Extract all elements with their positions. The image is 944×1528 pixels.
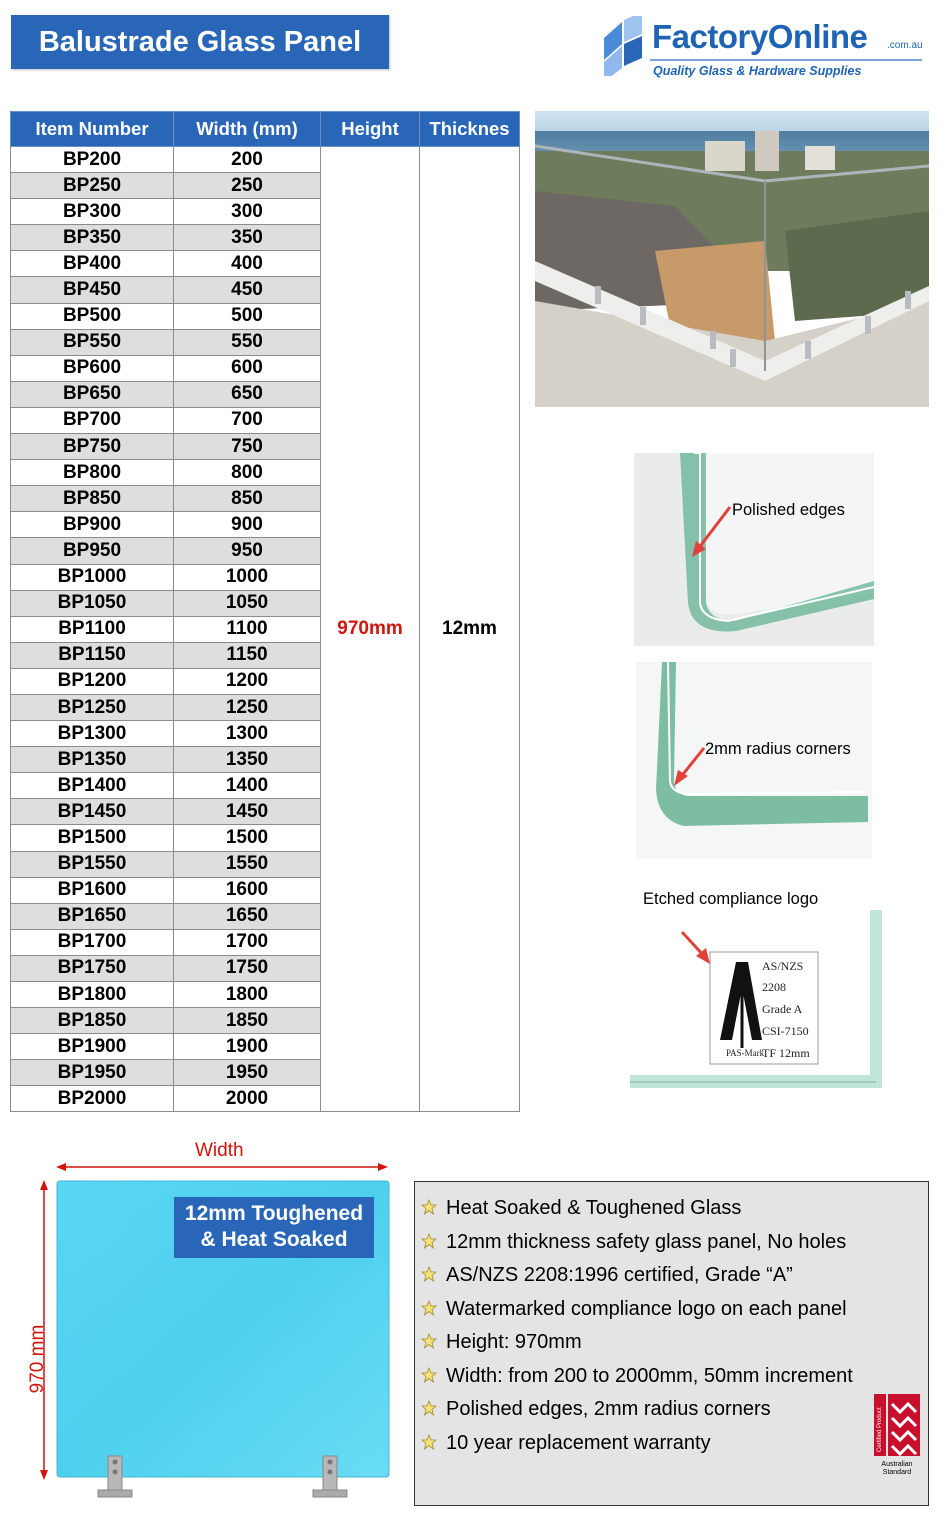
width-cell: 1650 xyxy=(174,903,321,929)
feature-item xyxy=(421,1228,918,1262)
glass-caption xyxy=(174,1197,374,1258)
feature-text: Height: 970mm xyxy=(446,1331,582,1353)
radius-corners-label: 2mm radius corners xyxy=(705,740,851,758)
table-header-row xyxy=(11,112,520,147)
width-cell: 1700 xyxy=(174,929,321,955)
width-cell: 800 xyxy=(174,460,321,486)
height-dimension-label: 970 mm xyxy=(27,1324,48,1394)
feature-item xyxy=(421,1194,918,1228)
feature-text: 10 year replacement warranty xyxy=(446,1431,711,1454)
logo-tld: .com.au xyxy=(887,40,923,51)
star-bullet-icon xyxy=(421,1333,437,1349)
width-cell: 1500 xyxy=(174,825,321,851)
star-bullet-icon xyxy=(421,1367,437,1383)
item-number-cell: BP1250 xyxy=(11,694,174,720)
item-number-cell: BP550 xyxy=(11,329,174,355)
radius-corners-image xyxy=(636,662,872,859)
table-row xyxy=(11,147,520,173)
page-title: Balustrade Glass Panel xyxy=(11,15,389,69)
item-number-cell: BP1850 xyxy=(11,1008,174,1034)
item-number-cell: BP1000 xyxy=(11,564,174,590)
width-cell: 850 xyxy=(174,486,321,512)
polished-edges-image xyxy=(634,453,874,646)
feature-text: Polished edges, 2mm radius corners xyxy=(446,1398,771,1420)
item-number-cell: BP1650 xyxy=(11,903,174,929)
height-value-cell: 970mm xyxy=(321,147,420,1112)
width-cell: 1200 xyxy=(174,668,321,694)
width-cell: 300 xyxy=(174,199,321,225)
star-bullet-icon xyxy=(421,1233,437,1249)
width-cell: 1100 xyxy=(174,616,321,642)
width-cell: 1000 xyxy=(174,564,321,590)
feature-item xyxy=(421,1429,918,1463)
thickness-value-cell: 12mm xyxy=(420,147,520,1112)
column-header-width: Width (mm) xyxy=(174,112,321,147)
width-cell: 2000 xyxy=(174,1086,321,1112)
item-number-cell: BP1600 xyxy=(11,877,174,903)
item-number-cell: BP1450 xyxy=(11,799,174,825)
factoryonline-logo[interactable] xyxy=(600,16,924,82)
width-cell: 1900 xyxy=(174,1034,321,1060)
logo-name: FactoryOnline xyxy=(652,18,868,55)
width-cell: 600 xyxy=(174,355,321,381)
star-bullet-icon xyxy=(421,1300,437,1316)
width-cell: 750 xyxy=(174,434,321,460)
stamp-line2: 2208 xyxy=(762,980,786,994)
width-cell: 1350 xyxy=(174,747,321,773)
compliance-logo-label-line1: Etched compliance logo xyxy=(643,890,819,908)
balcony-glass-photo xyxy=(535,111,929,407)
item-number-cell: BP1400 xyxy=(11,773,174,799)
item-number-cell: BP850 xyxy=(11,486,174,512)
width-cell: 450 xyxy=(174,277,321,303)
feature-text: Width: from 200 to 2000mm, 50mm increment xyxy=(446,1364,853,1387)
spec-table xyxy=(10,111,520,1112)
width-cell: 1450 xyxy=(174,799,321,825)
feature-item xyxy=(421,1261,918,1295)
item-number-cell: BP600 xyxy=(11,355,174,381)
certified-badge-text: Certified Product xyxy=(877,1407,883,1452)
stamp-line1: AS/NZS xyxy=(762,959,804,973)
width-cell: 1550 xyxy=(174,851,321,877)
width-cell: 550 xyxy=(174,329,321,355)
feature-text: AS/NZS 2208:1996 certified, Grade “A” xyxy=(446,1264,793,1286)
width-cell: 1600 xyxy=(174,877,321,903)
item-number-cell: BP1300 xyxy=(11,721,174,747)
item-number-cell: BP200 xyxy=(11,147,174,173)
item-number-cell: BP1700 xyxy=(11,929,174,955)
glass-caption-line2: & Heat Soaked xyxy=(200,1228,348,1251)
item-number-cell: BP650 xyxy=(11,381,174,407)
feature-list xyxy=(421,1194,918,1462)
glass-panel-drawing xyxy=(10,1138,400,1520)
feature-item xyxy=(421,1295,918,1329)
width-cell: 650 xyxy=(174,381,321,407)
width-cell: 500 xyxy=(174,303,321,329)
item-number-cell: BP1350 xyxy=(11,747,174,773)
width-cell: 1950 xyxy=(174,1060,321,1086)
feature-text: 12mm thickness safety glass panel, No holes xyxy=(446,1230,847,1253)
item-number-cell: BP350 xyxy=(11,225,174,251)
item-number-cell: BP1800 xyxy=(11,982,174,1008)
item-number-cell: BP1550 xyxy=(11,851,174,877)
item-number-cell: BP1100 xyxy=(11,616,174,642)
item-number-cell: BP750 xyxy=(11,434,174,460)
width-cell: 200 xyxy=(174,147,321,173)
stamp-line3: Grade A xyxy=(762,1002,803,1016)
certified-check-icon xyxy=(874,1394,920,1456)
feature-item xyxy=(421,1328,918,1362)
width-cell: 350 xyxy=(174,225,321,251)
compliance-logo-image xyxy=(630,910,900,1110)
width-cell: 400 xyxy=(174,251,321,277)
width-cell: 1800 xyxy=(174,982,321,1008)
item-number-cell: BP1500 xyxy=(11,825,174,851)
item-number-cell: BP400 xyxy=(11,251,174,277)
width-cell: 1850 xyxy=(174,1008,321,1034)
width-cell: 700 xyxy=(174,407,321,433)
width-cell: 900 xyxy=(174,512,321,538)
item-number-cell: BP950 xyxy=(11,538,174,564)
column-header-thickness: Thicknes xyxy=(420,112,520,147)
certified-standard-line3: Standard xyxy=(882,1469,912,1476)
item-number-cell: BP800 xyxy=(11,460,174,486)
features-box xyxy=(414,1181,929,1506)
star-bullet-icon xyxy=(421,1400,437,1416)
star-bullet-icon xyxy=(421,1266,437,1282)
width-cell: 1750 xyxy=(174,955,321,981)
stamp-line5: TF 12mm xyxy=(762,1046,810,1060)
stamp-line4: CSI-7150 xyxy=(762,1024,809,1038)
column-header-item-number: Item Number xyxy=(11,112,174,147)
width-cell: 1400 xyxy=(174,773,321,799)
stamp-mark: PAS-Mark xyxy=(726,1048,765,1058)
feature-text: Heat Soaked & Toughened Glass xyxy=(446,1197,742,1219)
width-cell: 1250 xyxy=(174,694,321,720)
item-number-cell: BP700 xyxy=(11,407,174,433)
logo-tagline: Quality Glass & Hardware Supplies xyxy=(653,64,862,78)
item-number-cell: BP1200 xyxy=(11,668,174,694)
item-number-cell: BP450 xyxy=(11,277,174,303)
width-dimension-label: Width xyxy=(195,1140,244,1161)
feature-item xyxy=(421,1362,918,1396)
certified-standard-line2: Australian xyxy=(881,1461,913,1468)
item-number-cell: BP500 xyxy=(11,303,174,329)
feature-item xyxy=(421,1395,918,1429)
table-body xyxy=(11,147,520,1112)
polished-edges-label: Polished edges xyxy=(732,501,845,519)
star-bullet-icon xyxy=(421,1199,437,1215)
item-number-cell: BP1150 xyxy=(11,642,174,668)
feature-text: Watermarked compliance logo on each panel xyxy=(446,1297,847,1320)
width-cell: 1300 xyxy=(174,721,321,747)
item-number-cell: BP250 xyxy=(11,173,174,199)
glass-caption-line1: 12mm Toughened xyxy=(184,1202,364,1225)
width-cell: 1050 xyxy=(174,590,321,616)
glass-panel-diagram xyxy=(10,1138,400,1520)
width-cell: 950 xyxy=(174,538,321,564)
item-number-cell: BP300 xyxy=(11,199,174,225)
item-number-cell: BP900 xyxy=(11,512,174,538)
item-number-cell: BP1950 xyxy=(11,1060,174,1086)
logo-divider xyxy=(650,59,922,61)
star-bullet-icon xyxy=(421,1434,437,1450)
item-number-cell: BP1750 xyxy=(11,955,174,981)
width-cell: 250 xyxy=(174,173,321,199)
item-number-cell: BP1050 xyxy=(11,590,174,616)
width-cell: 1150 xyxy=(174,642,321,668)
item-number-cell: BP2000 xyxy=(11,1086,174,1112)
window-logo-icon xyxy=(600,16,646,76)
item-number-cell: BP1900 xyxy=(11,1034,174,1060)
column-header-height: Height xyxy=(321,112,420,147)
certified-product-badge xyxy=(874,1394,920,1476)
